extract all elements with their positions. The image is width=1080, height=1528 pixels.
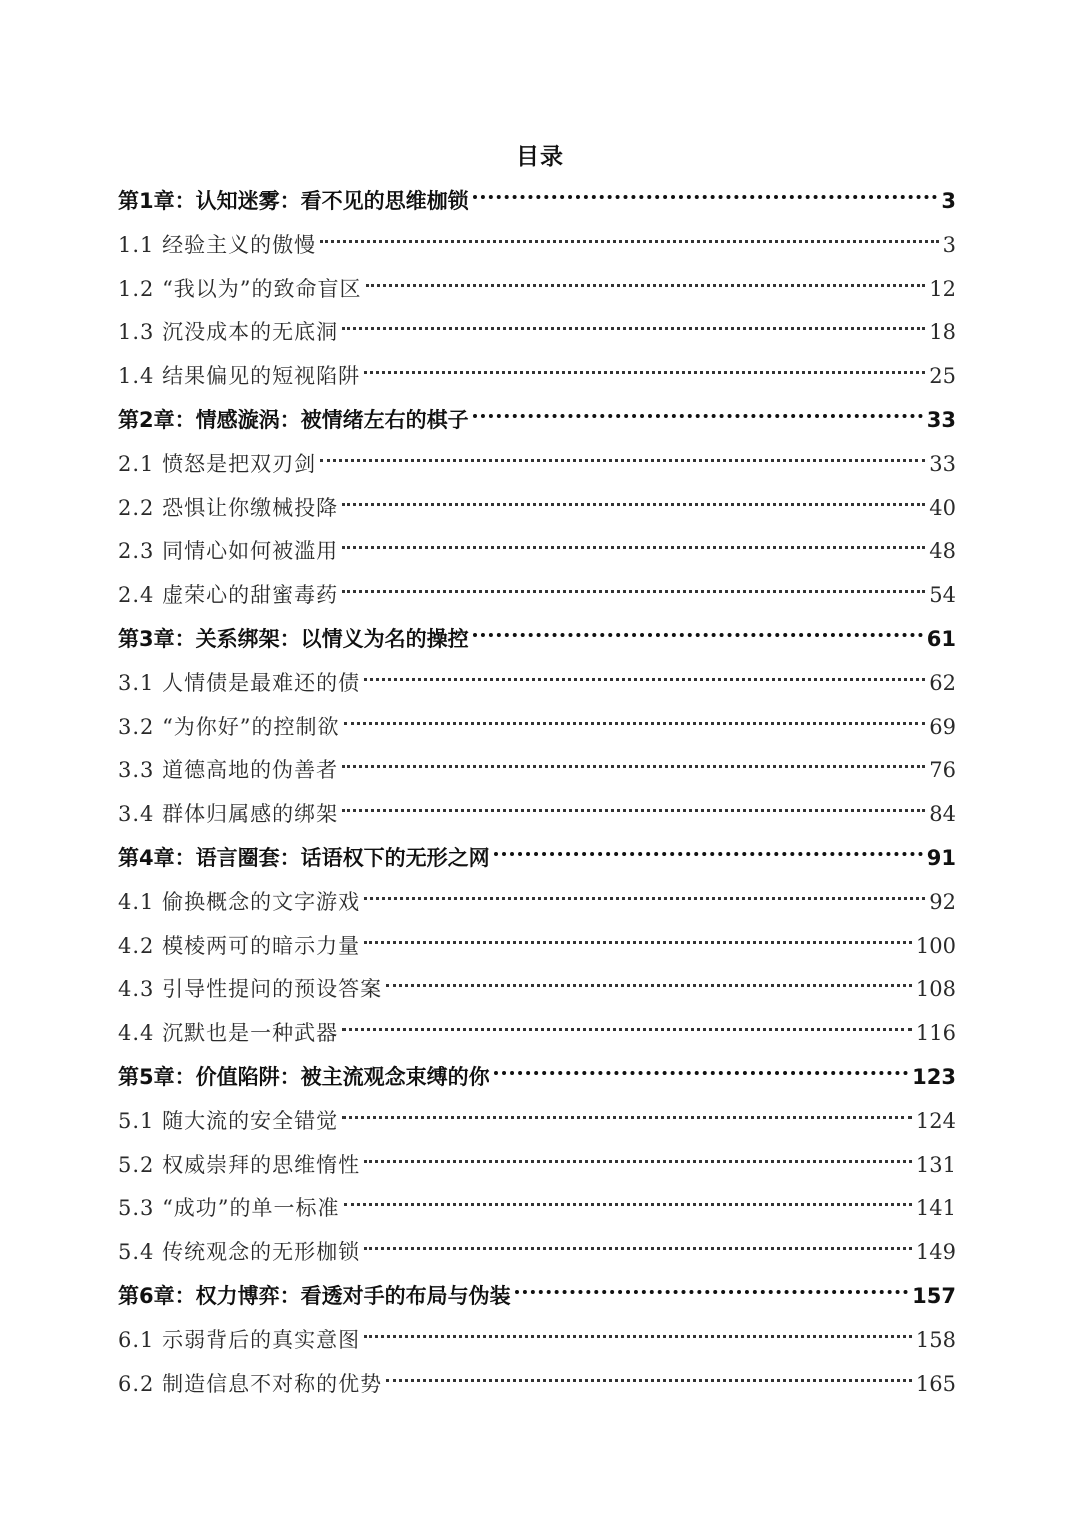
dot-leader (342, 546, 925, 549)
section-title: 1.3 沉没成本的无底洞 (118, 320, 339, 345)
toc-section-entry (118, 268, 956, 312)
page-number: 3 (941, 189, 956, 213)
page-number: 76 (929, 758, 956, 783)
dot-leader (364, 897, 925, 900)
section-title: 5.2 权威崇拜的思维惰性 (118, 1152, 361, 1177)
section-title: 4.2 模棱两可的暗示力量 (118, 933, 361, 958)
toc-section-entry (118, 881, 956, 925)
dot-leader (494, 1071, 909, 1075)
dot-leader (320, 240, 939, 243)
toc-section-entry (118, 530, 956, 574)
section-title: 4.3 引导性提问的预设答案 (118, 977, 383, 1002)
dot-leader (342, 765, 925, 768)
toc-section-entry (118, 1187, 956, 1231)
page-number: 25 (929, 364, 956, 389)
page-number: 84 (929, 802, 956, 827)
section-title: 2.2 恐惧让你缴械投降 (118, 495, 339, 520)
dot-leader (364, 1160, 912, 1163)
page-number: 3 (942, 232, 956, 257)
toc-list (118, 180, 956, 1406)
toc-chapter-entry (118, 618, 956, 662)
dot-leader (494, 852, 923, 856)
page-number: 18 (929, 320, 956, 345)
dot-leader (364, 371, 925, 374)
section-title: 4.4 沉默也是一种武器 (118, 1021, 339, 1046)
page-number: 48 (929, 539, 956, 564)
page-number: 158 (915, 1327, 956, 1352)
page-number: 141 (915, 1196, 956, 1221)
page-number: 69 (929, 714, 956, 739)
page-number: 100 (915, 933, 956, 958)
page-number: 61 (926, 626, 956, 651)
toc-section-entry (118, 224, 956, 268)
section-title: 3.3 道德高地的伪善者 (118, 758, 339, 783)
toc-section-entry (118, 1231, 956, 1275)
dot-leader (344, 722, 926, 725)
section-title: 6.1 示弱背后的真实意图 (118, 1327, 361, 1352)
chapter-title: 第4章：语言圈套：话语权下的无形之网 (118, 845, 490, 870)
dot-leader (364, 678, 925, 681)
dot-leader (473, 414, 923, 418)
section-title: 2.1 愤怒是把双刃剑 (118, 451, 317, 476)
page-number: 149 (915, 1240, 956, 1265)
page-number: 54 (929, 583, 956, 608)
dot-leader (386, 1379, 912, 1382)
section-title: 1.4 结果偏见的短视陷阱 (118, 364, 361, 389)
section-title: 3.1 人情债是最难还的债 (118, 670, 361, 695)
toc-chapter-entry (118, 180, 956, 224)
section-title: 2.3 同情心如何被滥用 (118, 539, 339, 564)
section-title: 1.1 经验主义的傲慢 (118, 232, 317, 257)
page-number: 33 (929, 451, 956, 476)
dot-leader (342, 1028, 912, 1031)
page-number: 62 (929, 670, 956, 695)
dot-leader (473, 633, 923, 637)
page-number: 40 (929, 495, 956, 520)
section-title: 2.4 虚荣心的甜蜜毒药 (118, 583, 339, 608)
page-number: 12 (929, 276, 956, 301)
dot-leader (364, 1247, 912, 1250)
dot-leader (342, 1116, 912, 1119)
section-title: 3.4 群体归属感的绑架 (118, 802, 339, 827)
chapter-title: 第2章：情感漩涡：被情绪左右的棋子 (118, 407, 469, 432)
toc-section-entry (118, 1100, 956, 1144)
chapter-title: 第1章：认知迷雾：看不见的思维枷锁 (118, 189, 469, 213)
page-number: 116 (915, 1021, 956, 1046)
section-title: 5.4 传统观念的无形枷锁 (118, 1240, 361, 1265)
dot-leader (364, 941, 912, 944)
chapter-title: 第5章：价值陷阱：被主流观念束缚的你 (118, 1064, 490, 1089)
page-number: 131 (915, 1152, 956, 1177)
dot-leader (364, 1335, 912, 1338)
dot-leader (344, 1203, 912, 1206)
toc-chapter-entry (118, 399, 956, 443)
section-title: 5.3 “成功”的单一标准 (118, 1196, 340, 1221)
toc-section-entry (118, 662, 956, 706)
page-number: 165 (915, 1371, 956, 1396)
toc-section-entry (118, 443, 956, 487)
toc-section-entry (118, 1012, 956, 1056)
toc-section-entry (118, 574, 956, 618)
section-title: 4.1 偷换概念的文字游戏 (118, 889, 361, 914)
page-number: 157 (912, 1283, 956, 1308)
toc-chapter-entry (118, 1275, 956, 1319)
toc-section-entry (118, 1319, 956, 1363)
toc-section-entry (118, 311, 956, 355)
dot-leader (320, 459, 925, 462)
page-number: 124 (915, 1108, 956, 1133)
chapter-title: 第6章：权力博弈：看透对手的布局与伪装 (118, 1283, 511, 1308)
section-title: 3.2 “为你好”的控制欲 (118, 714, 340, 739)
dot-leader (386, 984, 912, 987)
toc-section-entry (118, 1144, 956, 1188)
toc-section-entry (118, 749, 956, 793)
page-number: 108 (915, 977, 956, 1002)
dot-leader (342, 809, 925, 812)
dot-leader (342, 590, 925, 593)
dot-leader (366, 284, 926, 287)
toc-section-entry (118, 487, 956, 531)
page-number: 92 (929, 889, 956, 914)
dot-leader (515, 1290, 909, 1294)
section-title: 5.1 随大流的安全错觉 (118, 1108, 339, 1133)
toc-section-entry (118, 925, 956, 969)
page-number: 123 (912, 1064, 956, 1089)
toc-chapter-entry (118, 1056, 956, 1100)
dot-leader (342, 327, 925, 330)
toc-section-entry (118, 355, 956, 399)
toc-section-entry (118, 968, 956, 1012)
dot-leader (473, 195, 938, 199)
section-title: 6.2 制造信息不对称的优势 (118, 1371, 383, 1396)
toc-chapter-entry (118, 837, 956, 881)
toc-section-entry (118, 793, 956, 837)
toc-title: 目录 (516, 144, 564, 170)
toc-section-entry (118, 706, 956, 750)
page-number: 33 (926, 407, 956, 432)
section-title: 1.2 “我以为”的致命盲区 (118, 276, 362, 301)
dot-leader (342, 503, 925, 506)
toc-section-entry (118, 1363, 956, 1407)
page-number: 91 (926, 845, 956, 870)
chapter-title: 第3章：关系绑架：以情义为名的操控 (118, 626, 469, 651)
